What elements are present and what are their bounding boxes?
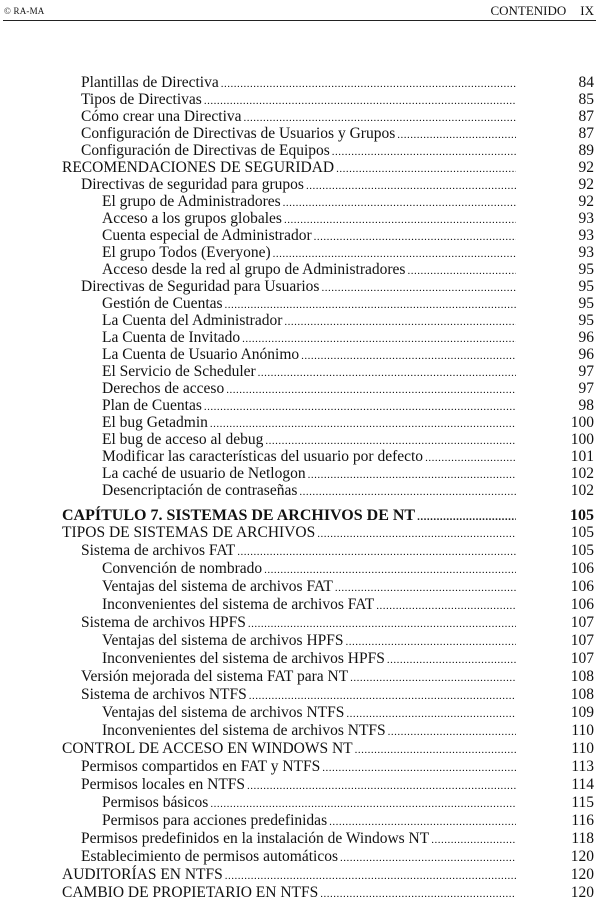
entry-page: 84 [578,74,594,91]
entry-page: 105 [570,542,594,559]
entry-page: 113 [571,758,594,775]
entry-title: Acceso a los grupos globales [102,210,282,227]
toc-entry[interactable] [0,159,600,176]
entry-title: La Cuenta de Usuario Anónimo [102,346,300,363]
toc-entry[interactable] [0,848,600,866]
entry-page: 92 [578,193,594,210]
entry-title: El bug de acceso al debug [102,431,264,448]
entry-title: Ventajas del sistema de archivos NTFS [102,704,345,721]
entry-title: El Servicio de Scheduler [102,363,256,380]
entry-page: 95 [578,312,594,329]
entry-title: Configuración de Directivas de Usuarios y Grupos [81,125,396,142]
entry-title: Plantillas de Directiva [81,74,219,91]
toc-entry[interactable] [0,329,600,346]
publisher-mark: © RA-MA [4,6,45,16]
entry-page: 115 [571,794,594,811]
toc-entry[interactable] [0,578,600,596]
toc-entry[interactable] [0,686,600,704]
entry-title: Convención de nombrado [102,560,263,577]
toc-entry[interactable] [0,380,600,397]
entry-page: 85 [578,91,594,108]
toc-entry[interactable] [0,614,600,632]
entry-page: 116 [571,812,594,829]
toc-entry[interactable] [0,560,600,578]
toc-entry[interactable] [0,776,600,794]
entry-title: Tipos de Directivas [81,91,202,108]
entry-title: Inconvenientes del sistema de archivos HPFS [102,650,385,667]
entry-page: 107 [570,632,594,649]
toc-entry[interactable] [0,482,600,499]
entry-page: 95 [578,261,594,278]
entry-page: 105 [570,524,594,541]
dot-leader [210,795,516,813]
entry-page: 100 [570,414,594,431]
toc-entry[interactable] [0,794,600,812]
entry-title: CONTROL DE ACCESO EN WINDOWS NT [62,740,353,757]
toc-entry[interactable] [0,866,600,884]
entry-page: 92 [578,159,594,176]
entry-page: 108 [570,668,594,685]
entry-page: 114 [571,776,594,793]
toc-entry[interactable] [0,830,600,848]
entry-title: La Cuenta de Invitado [102,329,241,346]
chapter-page: 105 [570,507,594,524]
entry-title: El bug Getadmin [102,414,208,431]
dot-leader [346,633,516,651]
entry-title: Sistema de archivos FAT [81,542,236,559]
toc-section-a [0,74,600,499]
entry-page: 107 [570,614,594,631]
entry-page: 109 [570,704,594,721]
entry-page: 92 [578,176,594,193]
dot-leader [237,543,516,561]
entry-title: La caché de usuario de Netlogon [102,465,306,482]
running-header [476,3,594,19]
entry-page: 100 [570,431,594,448]
dot-leader [355,741,516,759]
entry-title: Permisos locales en NTFS [81,776,246,793]
entry-page: 118 [571,830,594,847]
entry-page: 93 [578,244,594,261]
toc-entry[interactable] [0,812,600,830]
entry-title: TIPOS DE SISTEMAS DE ARCHIVOS [62,524,316,541]
entry-page: 97 [578,380,594,397]
entry-page: 110 [571,740,594,757]
entry-page: 106 [570,560,594,577]
toc-entry[interactable] [0,397,600,414]
dot-leader [431,831,516,849]
dot-leader [249,687,516,705]
dot-leader [387,651,516,669]
toc-entry[interactable] [0,91,600,108]
toc-entry[interactable] [0,176,600,193]
toc-entry[interactable] [0,244,600,261]
entry-title: Sistema de archivos HPFS [81,614,246,631]
dot-leader [317,525,516,543]
entry-page: 120 [570,884,594,901]
dot-leader [322,759,516,777]
toc-entry[interactable] [0,596,600,614]
dot-leader [350,669,516,687]
section-title: CONTENIDO [490,3,567,18]
table-of-contents [0,74,600,902]
entry-page: 102 [570,465,594,482]
toc-entry[interactable] [0,74,600,91]
entry-title: Cuenta especial de Administrador [102,227,312,244]
entry-title: Directivas de Seguridad para Usuarios [81,278,320,295]
entry-page: 120 [570,866,594,883]
entry-title: Directivas de seguridad para grupos [81,176,304,193]
entry-title: AUDITORÍAS EN NTFS [62,866,223,883]
toc-entry[interactable] [0,524,600,542]
entry-page: 95 [578,278,594,295]
entry-title: La Cuenta del Administrador [102,312,283,329]
toc-entry[interactable] [0,125,600,142]
entry-title: CAMBIO DE PROPIETARIO EN NTFS [62,884,319,901]
dot-leader [340,849,516,867]
entry-title: Inconvenientes del sistema de archivos NTFS [102,722,386,739]
entry-page: 87 [578,125,594,142]
toc-entry[interactable] [0,363,600,380]
entry-title: Modificar las características del usuario por defecto [102,448,424,465]
dot-leader [299,484,516,501]
entry-page: 107 [570,650,594,667]
entry-page: 101 [570,448,594,465]
entry-title: Ventajas del sistema de archivos HPFS [102,632,344,649]
entry-page: 110 [571,722,594,739]
toc-entry[interactable] [0,542,600,560]
entry-page: 95 [578,295,594,312]
toc-entry[interactable] [0,740,600,758]
entry-title: Permisos compartidos en FAT y NTFS [81,758,321,775]
toc-entry[interactable] [0,650,600,668]
entry-page: 96 [578,346,594,363]
entry-title: Plan de Cuentas [102,397,202,414]
entry-page: 87 [578,108,594,125]
entry-page: 106 [570,578,594,595]
toc-entry[interactable] [0,884,600,902]
page-number: IX [580,3,594,18]
entry-page: 120 [570,848,594,865]
entry-page: 89 [578,142,594,159]
dot-leader [346,705,516,723]
toc-entry[interactable] [0,295,600,312]
entry-title: Establecimiento de permisos automáticos [81,848,338,865]
entry-title: Inconvenientes del sistema de archivos FAT [102,596,375,613]
dot-leader [264,561,516,579]
dot-leader [248,615,516,633]
toc-entry[interactable] [0,722,600,740]
entry-page: 97 [578,363,594,380]
toc-entry[interactable] [0,668,600,686]
toc-entry[interactable] [0,431,600,448]
entry-title: Versión mejorada del sistema FAT para NT [81,668,349,685]
toc-entry[interactable] [0,142,600,159]
dot-leader [247,777,516,795]
toc-entry[interactable] [0,346,600,363]
entry-title: RECOMENDACIONES DE SEGURIDAD [62,159,335,176]
entry-title: Sistema de archivos NTFS [81,686,247,703]
toc-entry[interactable] [0,758,600,776]
entry-title: Derechos de acceso [102,380,225,397]
entry-title: Ventajas del sistema de archivos FAT [102,578,333,595]
toc-entry[interactable] [0,193,600,210]
entry-page: 93 [578,210,594,227]
entry-page: 108 [570,686,594,703]
toc-entry[interactable] [0,261,600,278]
entry-title: El grupo Todos (Everyone) [102,244,271,261]
entry-page: 98 [578,397,594,414]
header-rule [3,20,596,21]
entry-title: El grupo de Administradores [102,193,281,210]
dot-leader [335,579,516,597]
dot-leader [320,885,516,903]
dot-leader [388,723,516,741]
entry-title: Desencriptación de contraseñas [102,482,298,499]
toc-entry[interactable] [0,210,600,227]
chapter-title: CAPÍTULO 7. SISTEMAS DE ARCHIVOS DE NT [62,507,416,524]
dot-leader [329,813,516,831]
entry-page: 102 [570,482,594,499]
entry-page: 106 [570,596,594,613]
toc-entry[interactable] [0,632,600,650]
entry-title: Permisos básicos [102,794,209,811]
entry-title: Gestión de Cuentas [102,295,223,312]
dot-leader [376,597,516,615]
entry-title: Configuración de Directivas de Equipos [81,142,330,159]
toc-entry[interactable] [0,704,600,722]
toc-entry[interactable] [0,108,600,125]
toc-section-b [0,524,600,902]
toc-entry[interactable] [0,227,600,244]
entry-page: 93 [578,227,594,244]
toc-entry[interactable] [0,278,600,295]
toc-entry[interactable] [0,448,600,465]
dot-leader [225,867,516,885]
chapter-entry[interactable] [0,507,600,524]
toc-entry[interactable] [0,312,600,329]
entry-title: Acceso desde la red al grupo de Administradores [102,261,406,278]
toc-entry[interactable] [0,465,600,482]
toc-entry[interactable] [0,414,600,431]
entry-title: Cómo crear una Directiva [81,108,242,125]
entry-title: Permisos predefinidos en la instalación de Windows NT [81,830,430,847]
entry-title: Permisos para acciones predefinidas [102,812,328,829]
entry-page: 96 [578,329,594,346]
